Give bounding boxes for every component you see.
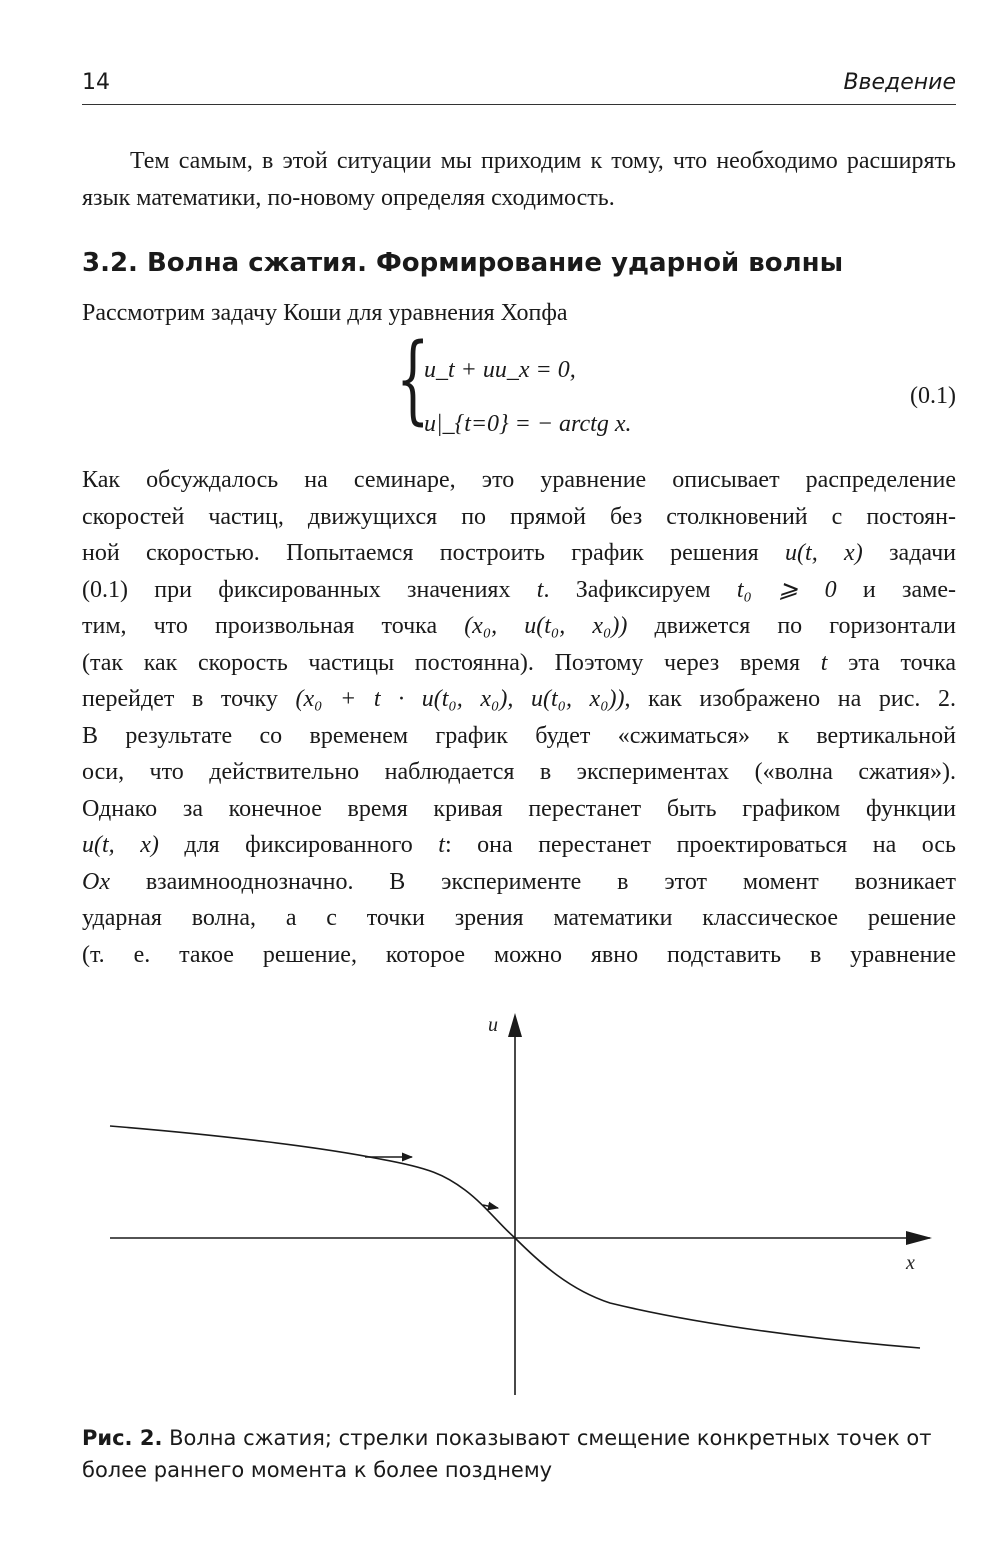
equation-number: (0.1): [910, 383, 956, 409]
math-inline: u(t, x): [82, 832, 159, 858]
caption-text: Волна сжатия; стрелки показывают смещение конкретных точек от более раннего момента к более позднему: [82, 1426, 932, 1482]
intro-paragraph: [82, 143, 956, 216]
text-line: Однако за конечное время кривая перестанет быть графиком функции: [82, 795, 956, 822]
text-line: оси, что действительно наблюдается в экспериментах («волна сжатия»).: [82, 759, 956, 785]
section-heading: 3.2. Волна сжатия. Формирование ударной волны: [82, 248, 844, 278]
math-inline: (x₀, u(t₀, x₀)): [464, 613, 628, 639]
system-brace: {: [396, 323, 430, 435]
text-line: ударная волна, а с точки зрения математики классическое решение: [82, 905, 956, 931]
math-inline: (x₀ + t · u(t₀, x₀), u(t₀, x₀)): [295, 686, 625, 712]
problem-statement: Рассмотрим задачу Коши для уравнения Хопфа: [82, 300, 568, 326]
equation-line-1: u_t + uu_x = 0,: [424, 357, 576, 383]
x-axis-arrowhead: [906, 1231, 932, 1245]
caption-label: Рис. 2.: [82, 1426, 163, 1450]
math-inline: u(t, x): [785, 540, 863, 566]
y-axis-arrowhead: [508, 1013, 522, 1037]
compression-wave-plot: [100, 1005, 940, 1400]
y-axis-label: u: [488, 1014, 498, 1036]
math-inline: t: [536, 576, 544, 603]
intro-line-1: Тем самым, в этой ситуации мы приходим к тому, что необходимо: [130, 148, 838, 174]
cauchy-problem-system: [396, 323, 796, 445]
math-inline: t: [438, 832, 445, 858]
text-line: (так как скорость частицы постоянна). Поэтому через время t эта точка: [82, 649, 957, 676]
figure-caption: [82, 1422, 956, 1486]
math-inline: t: [820, 649, 828, 676]
text-line: (т. е. такое решение, которое можно явно подставить в уравнение: [82, 941, 956, 968]
main-paragraph: [82, 462, 956, 973]
text-line: ной скоростью. Попытаемся построить график решения u(t, x) задачи: [82, 540, 957, 566]
text-line: (0.1) при фиксированных значениях t. Зафиксируем t₀ ⩾ 0 и заме-: [82, 576, 956, 603]
math-inline: t₀ ⩾ 0: [736, 576, 837, 603]
math-inline: Ox: [82, 868, 110, 895]
running-title: Введение: [843, 70, 956, 95]
text-line: скоростей частиц, движущихся по прямой без столкновений с постоян-: [82, 503, 956, 530]
text-line: перейдет в точку (x₀ + t · u(t₀, x₀), u(t₀, x₀)), как изображено на рис. 2.: [82, 686, 956, 712]
intro-line-2: расширять язык математики, по-новому определяя сходимость.: [82, 148, 956, 211]
text-line: тим, что произвольная точка (x₀, u(t₀, x₀)) движется по горизонтали: [82, 613, 956, 639]
page-header: [82, 70, 956, 105]
x-axis-label: x: [906, 1252, 915, 1274]
text-line: u(t, x) для фиксированного t: она перестанет проектироваться на ось: [82, 832, 956, 858]
equation-line-2: u|_{t=0} = − arctg x.: [424, 411, 632, 437]
text-line: Ox взаимнооднозначно. В эксперименте в этот момент возникает: [82, 868, 957, 895]
figure-compression-wave: [100, 1005, 940, 1400]
text-line: В результате со временем график будет «сжиматься» к вертикальной: [82, 722, 956, 749]
page-number: 14: [82, 70, 110, 95]
text-line: Как обсуждалось на семинаре, это уравнение описывает распределение: [82, 467, 956, 493]
